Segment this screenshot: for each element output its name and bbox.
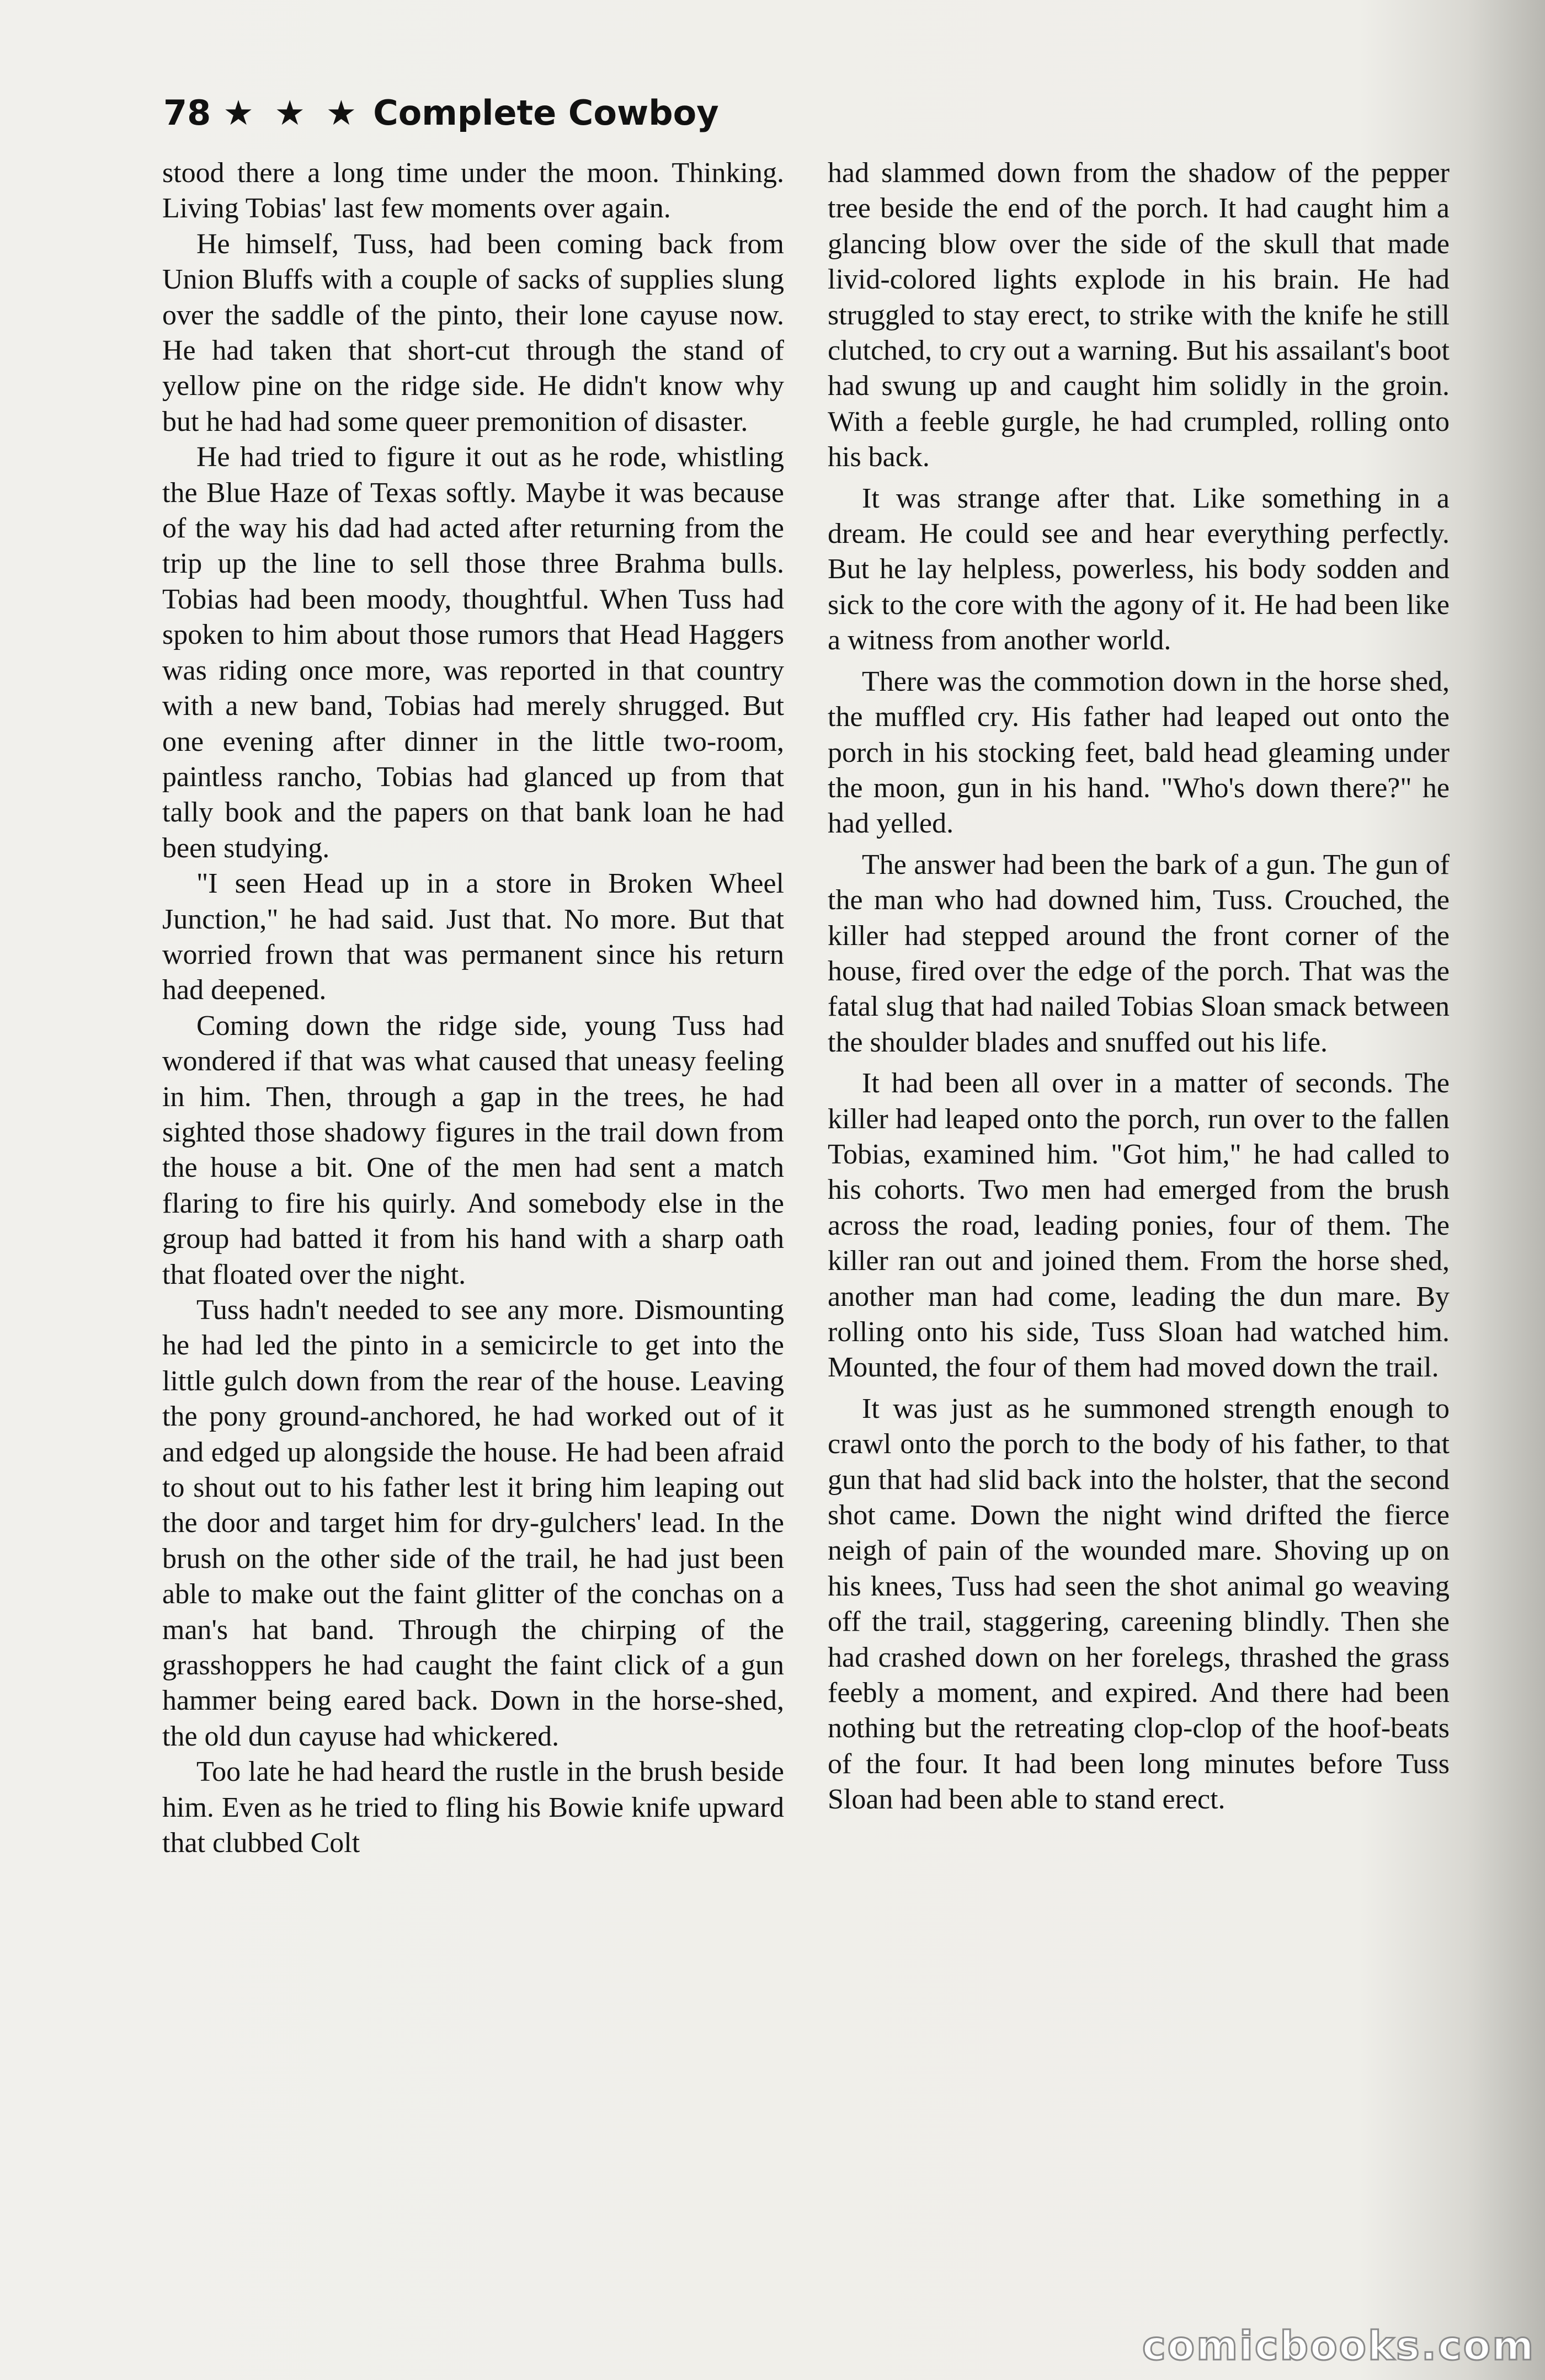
- right-text-column: [828, 156, 1450, 1818]
- paragraph: It was just as he summoned strength enough to crawl onto the porch to the body of his father, to that gun that had slid back into the holster, that the second shot came. Down the night wind drifted the fierce neigh of pain of the wounded mare. Shoving up on his knees, Tuss had seen the shot animal go weaving off the trail, staggering, careening blindly. Then she had crashed down on her forelegs, thrashed the grass feebly a moment, and expired. And there had been nothing but the retreating clop-clop of the hoof-beats of the four. It had been long minutes before Tuss Sloan had been able to stand erect.: [828, 1392, 1450, 1816]
- running-header: [163, 91, 719, 135]
- paragraph: The answer had been the bark of a gun. The gun of the man who had downed him, Tuss. Crouched, the killer had stepped around the front corner of the house, fired over the edge of the porch. That was the fatal slug that had nailed Tobias Sloan smack between the shoulder blades and snuffed out his life.: [828, 849, 1450, 1058]
- paragraph: He himself, Tuss, had been coming back from Union Bluffs with a couple of sacks of supplies slung over the saddle of the pinto, their lone cayuse now. He had taken that short-cut through the stand of yellow pine on the ridge side. He didn't know why but he had had some queer premonition of disaster.: [162, 228, 784, 437]
- paragraph: had slammed down from the shadow of the pepper tree beside the end of the porch. It had caught him a glancing blow over the side of the skull that made livid-colored lights explode in his brain. He had struggled to stay erect, to strike with the knife he still clutched, to cry out a warning. But his assailant's boot had swung up and caught him solidly in the groin. With a feeble gurgle, he had crumpled, rolling onto his back.: [828, 157, 1450, 473]
- paragraph: Too late he had heard the rustle in the brush beside him. Even as he tried to fling his Bowie knife upward that clubbed Colt: [162, 1756, 784, 1859]
- paragraph: Tuss hadn't needed to see any more. Dismounting he had led the pinto in a semicircle to get into the little gulch down from the rear of the house. Leaving the pony ground-anchored, he had worked out of it and edged up alongside the house. He had been afraid to shout out to his father lest it bring him leaping out the door and target him for dry-gulchers' lead. In the brush on the other side of the trail, he had just been able to make out the faint glitter of the conchas on a man's hat band. Through the chirping of the grasshoppers he had caught the faint click of a gun hammer being eared back. Down in the horse-shed, the old dun cayuse had whickered.: [162, 1294, 784, 1752]
- paragraph: "I seen Head up in a store in Broken Wheel Junction," he had said. Just that. No more. But that worried frown that was permanent since his return had deepened.: [162, 868, 784, 1006]
- page-number: 78: [163, 93, 211, 133]
- paragraph: It was strange after that. Like something in a dream. He could see and hear everything perfectly. But he lay helpless, powerless, his body sodden and sick to the core with the agony of it. He had been like a witness from another world.: [828, 482, 1450, 657]
- watermark-logo: comicbooks.com: [1142, 2323, 1536, 2369]
- paragraph: stood there a long time under the moon. Thinking. Living Tobias' last few moments over again.: [162, 157, 784, 225]
- paragraph: He had tried to figure it out as he rode, whistling the Blue Haze of Texas softly. Maybe it was because of the way his dad had acted after returning from the trip up the line to sell those three Brahma bulls. Tobias had been moody, thoughtful. When Tuss had spoken to him about those rumors that Head Haggers was riding once more, was reported in that country with a new band, Tobias had merely shrugged. But one evening after dinner in the little two-room, paintless rancho, Tobias had glanced up from that tally book and the papers on that bank loan he had been studying.: [162, 441, 784, 864]
- left-text-column: [162, 156, 784, 1861]
- paragraph: It had been all over in a matter of seconds. The killer had leaped onto the porch, run over to the fallen Tobias, examined him. "Got him," he had called to his cohorts. Two men had emerged from the brush across the road, leading ponies, four of them. The killer ran out and joined them. From the horse shed, another man had come, leading the dun mare. By rolling onto his side, Tuss Sloan had watched him. Mounted, the four of them had moved down the trail.: [828, 1068, 1450, 1384]
- paragraph: There was the commotion down in the horse shed, the muffled cry. His father had leaped out onto the porch in his stocking feet, bald head gleaming under the moon, gun in his hand. "Who's down there?" he had yelled.: [828, 665, 1450, 840]
- magazine-title: Complete Cowboy: [373, 93, 719, 133]
- star-icons: ★ ★ ★: [223, 93, 361, 133]
- paragraph: Coming down the ridge side, young Tuss had wondered if that was what caused that uneasy feeling in him. Then, through a gap in the trees, he had sighted those shadowy figures in the trail down from the house a bit. One of the men had sent a match flaring to fire his quirly. And somebody else in the group had batted it from his hand with a sharp oath that floated over the night.: [162, 1010, 784, 1290]
